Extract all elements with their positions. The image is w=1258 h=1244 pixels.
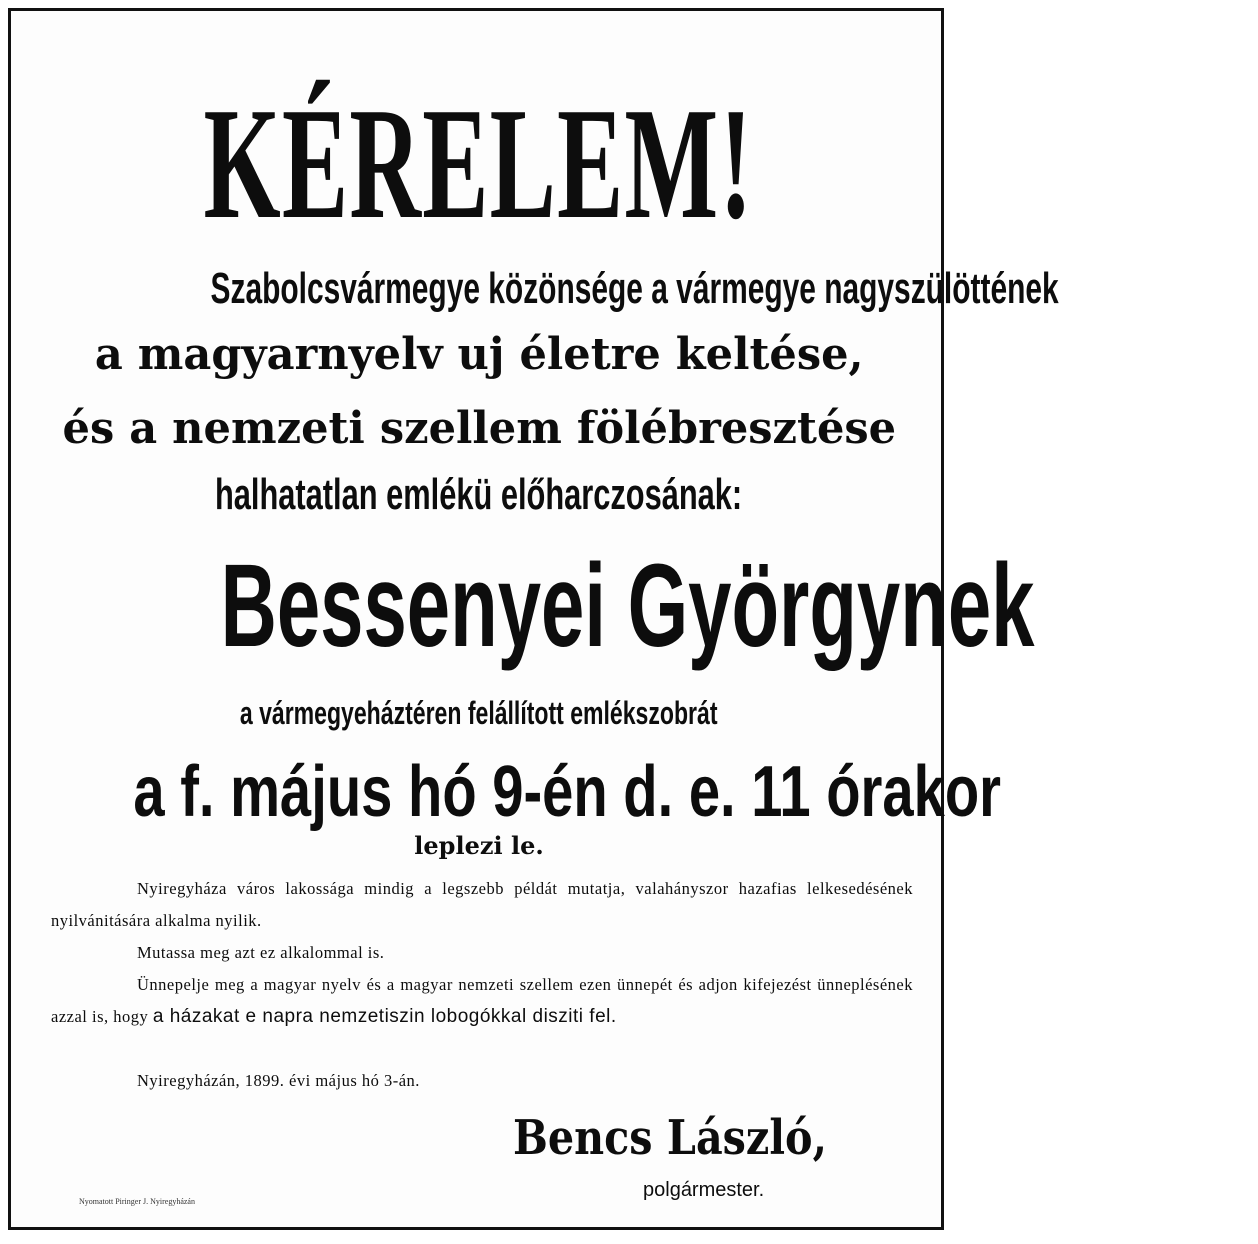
headline-line-4: halhatatlan emlékü előharczosának:: [215, 470, 743, 519]
paragraph-3-sans: a házakat e napra nemzetiszin lobogókkal diszitі fel.: [152, 1006, 617, 1027]
paragraph-1: Nyiregyháza város lakossága mindig a legszebb példát mutatja, valahányszor hazafias lelkesedésének nyilvánitására alkalma nyilik.: [51, 879, 913, 930]
headline-line-1: Szabolcsvármegye közönsége a vármegye nagyszülöttének: [210, 264, 1059, 313]
headline-line-3: és a nemzeti szellem fölébresztése: [62, 403, 896, 454]
signer-name: Bencs László,: [513, 1110, 827, 1166]
unveil-line: leplezi le.: [414, 831, 544, 860]
paragraph-2: Mutassa meg azt ez alkalommal is.: [137, 943, 385, 962]
honoree-name: Bessenyei Györgynek: [220, 540, 1035, 672]
statue-line: a vármegyeháztéren felállított emlékszobrát: [240, 695, 718, 731]
signer-title: polgármester.: [643, 1179, 765, 1201]
place-date: Nyiregyházán, 1899. évi május hó 3-án.: [137, 1071, 420, 1090]
paragraph-3: Ünnepelje meg a magyar nyelv és a magyar nemzeti szellem ezen ünnepét és adjon kifejezést ünneplésének azzal is, hogy a házakat e napra nemzetiszin lobogókkal diszitі fel.: [51, 975, 913, 1027]
poster-title: KÉRELEM!: [203, 74, 755, 252]
poster: [8, 8, 1059, 1230]
printer-note: Nyomatott Piringer J. Nyiregyházán: [79, 1197, 195, 1206]
event-date: a f. május hó 9-én d. e. 11 órakor: [133, 752, 1002, 832]
headline-line-2: a magyarnyelv uj életre keltése,: [94, 329, 864, 380]
